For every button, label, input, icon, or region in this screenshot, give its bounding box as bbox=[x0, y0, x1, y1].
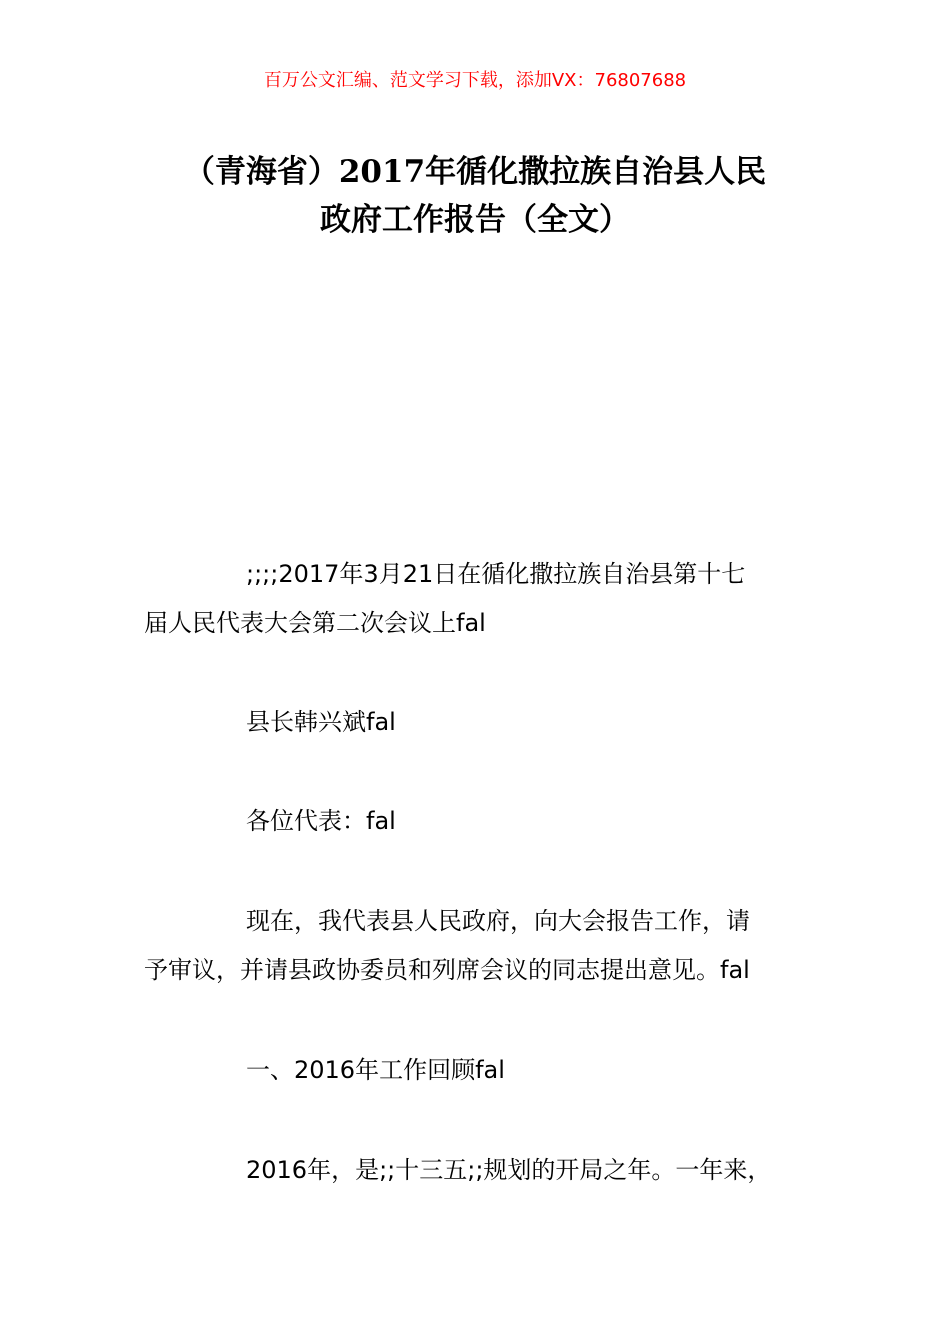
header-promo-note: 百万公文汇编、范文学习下载，添加VX：76807688 bbox=[263, 70, 687, 91]
paragraph-line: 各位代表：fal bbox=[246, 807, 396, 835]
paragraph-line: 一、2016年工作回顾fal bbox=[246, 1056, 505, 1084]
document-title bbox=[140, 148, 810, 244]
paragraph-meeting-info bbox=[144, 550, 824, 648]
paragraph-opening bbox=[144, 897, 824, 995]
paragraph-line: 予审议，并请县政协委员和列席会议的同志提出意见。fal bbox=[144, 956, 750, 984]
paragraph-salutation bbox=[144, 797, 824, 846]
section-heading-review bbox=[144, 1046, 824, 1095]
paragraph-speaker bbox=[144, 698, 824, 747]
paragraph-line: 现在，我代表县人民政府，向大会报告工作，请 bbox=[246, 907, 750, 935]
paragraph-line: ;;;;2017年3月21日在循化撒拉族自治县第十七 bbox=[246, 560, 746, 588]
paragraph-line: 2016年，是;;十三五;;规划的开局之年。一年来， bbox=[246, 1156, 772, 1184]
document-title-line-1: （青海省）2017年循化撒拉族自治县人民 bbox=[183, 154, 767, 190]
paragraph-review-intro bbox=[144, 1146, 824, 1195]
paragraph-line: 县长韩兴斌fal bbox=[246, 708, 396, 736]
paragraph-line: 届人民代表大会第二次会议上fal bbox=[144, 609, 486, 637]
document-title-line-2: 政府工作报告（全文） bbox=[320, 202, 630, 238]
